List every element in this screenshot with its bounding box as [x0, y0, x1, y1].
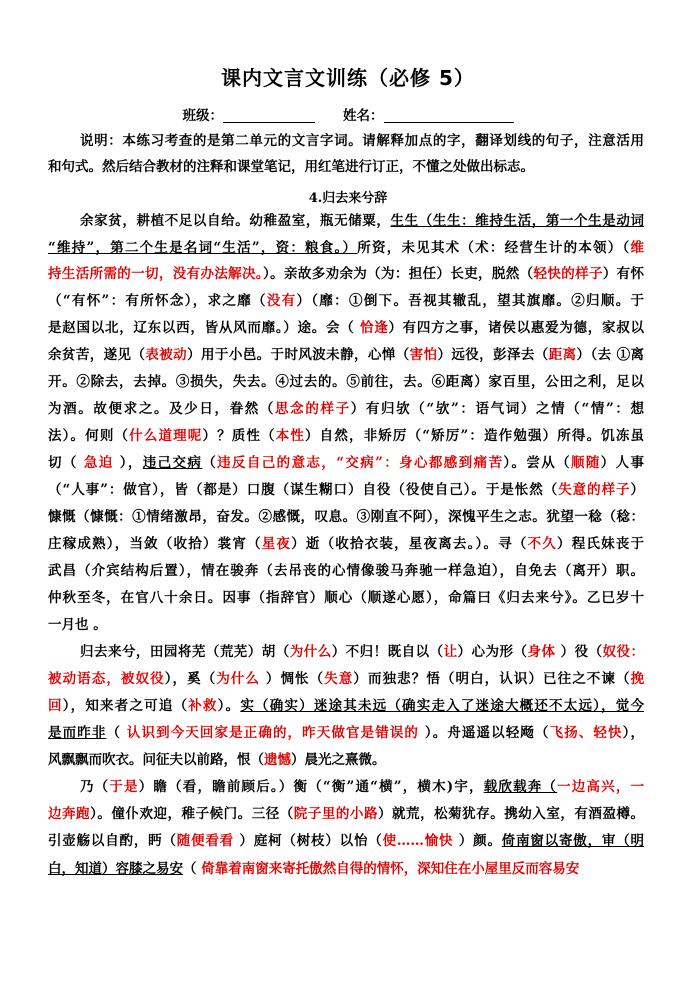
underlined-sentence: “维持”，第二个生是名词“生活”，资：粮食。） — [48, 240, 358, 256]
text-segment: 余贫苦，遂见（ — [48, 347, 146, 363]
answer-text: 星夜 — [261, 536, 292, 552]
underlined-sentence: 生生（生生：维持生活，第一个生是动词 — [390, 213, 644, 229]
answer-text: 一边高兴，一 — [557, 779, 644, 795]
underlined-sentence: 白，知道）容膝之易安 — [48, 861, 183, 877]
answer-text: 回 — [48, 698, 63, 714]
section-heading — [0, 187, 696, 206]
text-segment: ）自然，非矫厉（“矫厉”：造作勉强）所得。饥冻虽 — [305, 428, 644, 444]
answer-text: 维 — [630, 240, 644, 256]
underlined-sentence: 载欣载奔（ — [483, 779, 558, 795]
answer-text: 补救 — [188, 698, 218, 714]
text-segment: 仲秋至冬，在官八十余日。因事（指辞官）顺心（顺遂心愿），命篇曰《归去来兮》。乙巳岁十 — [48, 590, 644, 606]
underlined-sentence: 实（确实）迷途其未远（确实走入了迷途大概还不太远），觉今 — [240, 698, 644, 714]
text-segment: ）用于小邑。于时风波未静，心惮（ — [187, 347, 410, 363]
text-segment: 所资，未见其术（术：经营生计的本领）（ — [357, 240, 631, 256]
text-segment: ）。尝从（ — [503, 455, 572, 471]
text-segment: ），知来者之可追（ — [62, 698, 189, 714]
answer-text: 身体 — [527, 644, 556, 660]
answer-text: 恰逢 — [359, 320, 389, 336]
text-segment: （ — [202, 455, 218, 471]
answer-text: 遗憾 — [264, 752, 291, 768]
text-segment: 引壶觞以自酌，眄（ — [48, 833, 177, 849]
text-line — [48, 860, 644, 878]
text-segment: 和句式。然后结合教材的注释和课堂笔记，用红笔进行订正，不懂之处做出标志。 — [48, 159, 534, 175]
answer-text: 奴役： — [602, 644, 644, 660]
text-segment: （“人事”：做官），皆（都是）口腹（谋生糊口）自役（役使自己）。于是怅然（ — [48, 482, 559, 498]
text-segment: 切（ — [48, 455, 84, 471]
text-segment: ）， — [113, 455, 143, 471]
text-segment: ）（靡：①倒下。吾视其辙乱，望其旗靡。②归顺。于 — [296, 293, 644, 309]
text-segment: 说明：本练习考查的是第二单元的文言字词。请解释加点的字，翻译划线的句子，注意活用 — [80, 133, 644, 149]
text-segment: ）人事 — [600, 455, 644, 471]
text-line — [48, 508, 644, 526]
answer-text: 认识到今天回家是正确的，昨天做官是错误的 — [126, 725, 420, 741]
text-segment: ）而独悲？悟（明白，认识）已往之不谏（ — [353, 671, 631, 687]
text-segment: ）， — [622, 725, 644, 741]
name-label: 姓名： — [343, 108, 384, 124]
answer-text: 什么道理呢 — [129, 428, 203, 444]
text-segment: （“有怀”：有所怀念），求之靡（ — [48, 293, 267, 309]
answer-text: 失意 — [324, 671, 354, 687]
answer-text: 为什么 — [289, 644, 332, 660]
text-line — [48, 832, 644, 850]
text-segment: ）有怀 — [602, 266, 644, 282]
answer-text: 违反自己的意志，“交病”：身心都感到痛苦 — [217, 455, 504, 471]
student-info-row — [0, 104, 696, 124]
page-title: 课内文言文训练（必修 5） — [221, 66, 475, 90]
text-segment: 法）。何则（ — [48, 428, 130, 444]
answer-text: 害怕 — [409, 347, 438, 363]
text-line — [48, 454, 644, 472]
underlined-sentence: 倚南窗以寄傲，审（明 — [501, 833, 644, 849]
text-segment: ）。亲故多劝余为（为：担任）长吏，脱然（ — [263, 266, 534, 282]
text-line — [48, 239, 644, 257]
text-segment: ）。 — [217, 698, 241, 714]
text-line — [48, 346, 644, 364]
underlined-sentence: 是而昨非 — [48, 725, 107, 741]
answer-text: 不久 — [527, 536, 558, 552]
text-line — [48, 427, 644, 445]
text-segment: 庄稼成熟），当敛（收拾）裳宵（ — [48, 536, 262, 552]
text-segment: ），奚（ — [164, 671, 217, 687]
text-segment: ）颜。 — [453, 833, 502, 849]
text-segment: 一月也 。 — [48, 617, 107, 633]
text-line — [48, 562, 644, 580]
text-segment: 乃（ — [80, 779, 110, 795]
text-line — [80, 643, 644, 661]
text-segment: 归去来兮，田园将芜（荒芜）胡（ — [80, 644, 290, 660]
text-line — [48, 373, 644, 391]
answer-text: 表被动 — [145, 347, 188, 363]
answer-text: 没有 — [266, 293, 297, 309]
text-segment: ）逝（收拾衣装，星夜离去。）。寻（ — [291, 536, 528, 552]
answer-text: 距离 — [548, 347, 577, 363]
text-line — [48, 670, 644, 688]
text-segment: 开。②除去，去掉。③损失，失去。④过去的。⑤前往，去。⑥距离）家百里，公田之利，足以 — [48, 374, 644, 390]
text-segment: （ — [183, 861, 202, 877]
answer-text: 飞扬、轻快 — [549, 725, 623, 741]
text-segment: ）不归！既自以（ — [331, 644, 444, 660]
text-segment: ）远役，彭泽去（ — [437, 347, 549, 363]
text-line — [48, 292, 644, 310]
text-segment: ）。舟遥遥以轻飏（ — [419, 725, 550, 741]
text-line — [48, 481, 644, 499]
answer-text: 急迫 — [83, 455, 114, 471]
text-segment: ） — [630, 482, 644, 498]
name-blank-field[interactable] — [384, 108, 514, 123]
answer-text: 本性 — [275, 428, 306, 444]
text-line — [48, 616, 644, 634]
text-segment: 4.归去来兮辞 — [308, 191, 388, 206]
text-segment: ）。僮仆欢迎，稚子候门。三径（ — [90, 806, 294, 822]
text-segment: 余家贫，耕植不足以自给。幼稚盈室，瓶无储粟， — [80, 213, 391, 229]
text-segment: ）役（ — [555, 644, 603, 660]
answer-text: 随便看看 — [176, 833, 234, 849]
answer-text: 为什么 — [216, 671, 261, 687]
answer-text: 于是 — [109, 779, 139, 795]
text-line — [48, 400, 644, 418]
text-segment: 是赵国以北，辽东以西，皆从风而靡。）途。会（ — [48, 320, 360, 336]
text-line — [48, 589, 644, 607]
text-segment: ）程氏妹丧于 — [557, 536, 644, 552]
answer-text: 院子里的小路 — [293, 806, 378, 822]
class-blank-field[interactable] — [223, 108, 315, 123]
answer-text: 使……愉快 — [382, 833, 454, 849]
answer-text: 轻快的样子 — [533, 266, 603, 282]
text-segment: ）（去 ①离 — [576, 347, 644, 363]
text-line — [48, 697, 644, 715]
text-line — [48, 724, 644, 742]
text-segment: 风飘飘而吹衣。问征夫以前路，恨（ — [48, 752, 264, 768]
text-line — [48, 319, 644, 337]
text-segment: ）庭柯（树枝）以怡（ — [234, 833, 383, 849]
answer-text: 倚靠着南窗来寄托傲然自得的情怀，深知住在小屋里反而容易安 — [201, 861, 580, 877]
text-line — [48, 805, 644, 823]
text-segment: ）瞻（看，瞻前顾后。）衡（“衡”通“横”，横木)宇， — [138, 779, 484, 795]
answer-text: 边奔跑 — [48, 806, 91, 822]
text-segment: ）有四方之事，诸侯以惠爱为德，家叔以 — [388, 320, 644, 336]
text-line — [80, 212, 644, 230]
answer-text: 挽 — [630, 671, 644, 687]
text-line — [48, 265, 644, 283]
text-segment: 为酒。故便求之。及少日，眷然（ — [48, 401, 276, 417]
text-segment: ）有归欤（“欤”：语气词）之情（“情”：想 — [350, 401, 644, 417]
answer-text: 让 — [443, 644, 458, 660]
text-segment: ）心为形（ — [457, 644, 528, 660]
text-segment: 慷慨（慷慨：①情绪激昂，奋发。②感慨，叹息。③刚直不阿），深愧平生之志。犹望一稔（稔： — [48, 509, 644, 525]
text-line — [80, 132, 644, 150]
text-line — [48, 158, 644, 176]
answer-text: 思念的样子 — [275, 401, 351, 417]
underlined-sentence: 违己交病 — [142, 455, 203, 471]
text-segment: （ — [106, 725, 127, 741]
text-line — [48, 751, 644, 769]
text-segment: ）晨光之熹微。 — [291, 752, 386, 768]
text-segment: ）惆怅（ — [260, 671, 325, 687]
text-segment: ）就荒，松菊犹存。携幼入室，有酒盈樽。 — [377, 806, 644, 822]
answer-text: 失意的样子 — [558, 482, 631, 498]
answer-text: 持生活所需的一切，没有办法解决。 — [48, 266, 264, 282]
text-line — [80, 778, 644, 796]
text-segment: 武昌（介宾结构后置），情在骏奔（去吊丧的心情像骏马奔驰一样急迫），自免去（离开）职。 — [48, 563, 644, 579]
answer-text: 被动语态，被奴役 — [48, 671, 165, 687]
answer-text: 顺随 — [571, 455, 601, 471]
text-segment: ）？质性（ — [202, 428, 276, 444]
text-line — [48, 535, 644, 553]
class-label: 班级： — [182, 108, 223, 124]
